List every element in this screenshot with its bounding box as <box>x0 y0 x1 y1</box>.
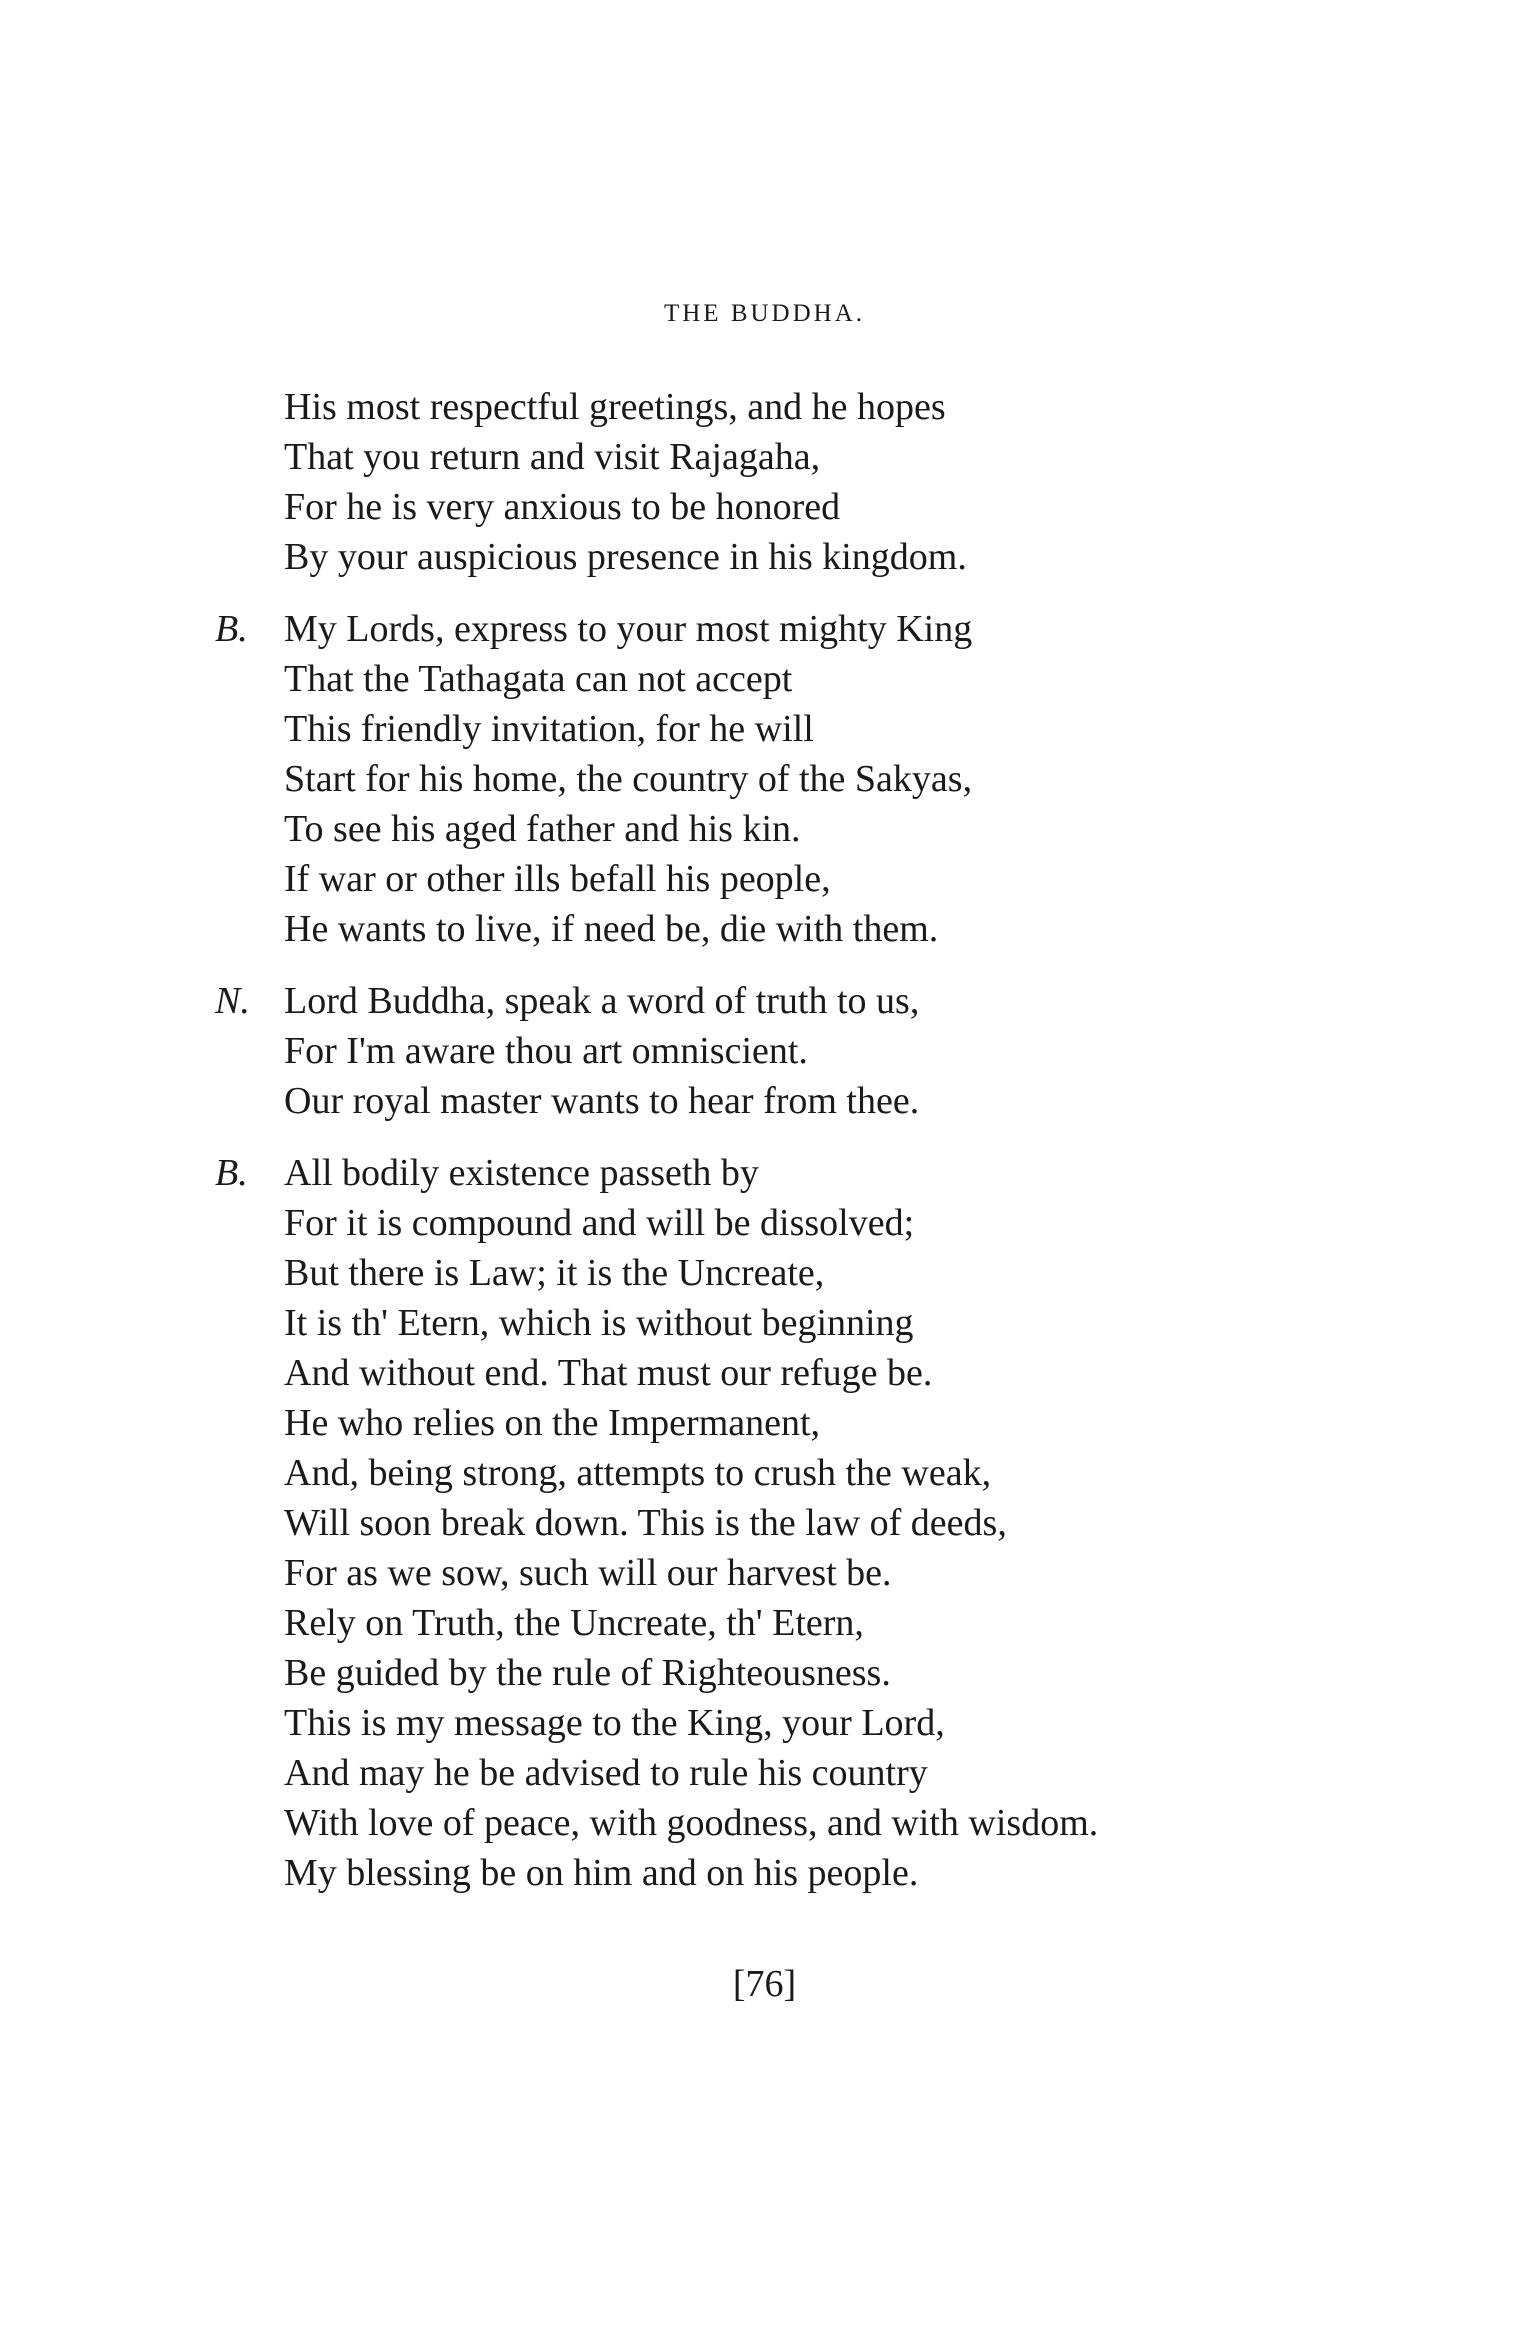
speech-block <box>0 382 1529 582</box>
verse-line: And, being strong, attempts to crush the weak, <box>284 1452 992 1494</box>
verse-line: By your auspicious presence in his kingdom. <box>284 536 967 578</box>
verse-line: For I'm aware thou art omniscient. <box>284 1030 808 1072</box>
verse-line: This friendly invitation, for he will <box>284 708 814 750</box>
verse-line: And may he be advised to rule his country <box>284 1752 928 1794</box>
verse-line: If war or other ills befall his people, <box>284 858 831 900</box>
verse-line: For it is compound and will be dissolved; <box>284 1202 915 1244</box>
verse-line: It is th' Etern, which is without beginning <box>284 1302 914 1344</box>
verse-line: His most respectful greetings, and he hopes <box>284 386 946 428</box>
speech-block <box>0 604 1529 954</box>
verse-line: Start for his home, the country of the Sakyas, <box>284 758 973 800</box>
verse-line: For he is very anxious to be honored <box>284 486 841 528</box>
speech-block <box>0 976 1529 1126</box>
verse-line: For as we sow, such will our harvest be. <box>284 1552 892 1594</box>
speech-block <box>0 1148 1529 1898</box>
verse-line: That you return and visit Rajagaha, <box>284 436 821 478</box>
verse-line: My Lords, express to your most mighty King <box>284 608 973 650</box>
verse-line: Will soon break down. This is the law of deeds, <box>284 1502 1007 1544</box>
verse-line: Be guided by the rule of Righteousness. <box>284 1652 891 1694</box>
verse-line: He wants to live, if need be, die with them. <box>284 908 939 950</box>
verse-line: Our royal master wants to hear from thee. <box>284 1080 920 1122</box>
verse-body <box>0 382 1529 1920</box>
page-number: [76] <box>732 1963 797 2005</box>
verse-line: All bodily existence passeth by <box>284 1152 759 1194</box>
verse-line: To see his aged father and his kin. <box>284 808 801 850</box>
speaker-label: N. <box>215 980 250 1022</box>
verse-line: My blessing be on him and on his people. <box>284 1852 919 1894</box>
speaker-label: B. <box>215 608 248 650</box>
speaker-label: B. <box>215 1152 248 1194</box>
verse-line: Rely on Truth, the Uncreate, th' Etern, <box>284 1602 864 1644</box>
verse-line: And without end. That must our refuge be. <box>284 1352 933 1394</box>
verse-line: But there is Law; it is the Uncreate, <box>284 1252 825 1294</box>
running-head: THE BUDDHA. <box>663 300 866 327</box>
verse-line: That the Tathagata can not accept <box>284 658 793 700</box>
verse-line: With love of peace, with goodness, and with wisdom. <box>284 1802 1099 1844</box>
verse-line: Lord Buddha, speak a word of truth to us, <box>284 980 920 1022</box>
verse-line: This is my message to the King, your Lord, <box>284 1702 945 1744</box>
verse-line: He who relies on the Impermanent, <box>284 1402 821 1444</box>
